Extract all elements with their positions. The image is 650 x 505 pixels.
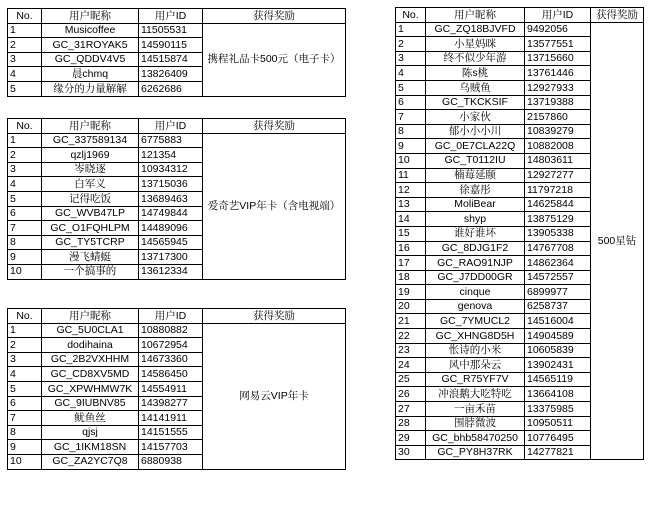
user-id: 10882008: [525, 139, 591, 154]
row-number: 8: [8, 425, 42, 440]
row-number: 9: [8, 250, 42, 265]
user-id: 14565119: [525, 372, 591, 387]
user-nickname: GC_TY5TCRP: [42, 235, 139, 250]
user-nickname: dodihaina: [42, 338, 139, 353]
header-user-id: 用户ID: [139, 119, 203, 134]
header-prize: 获得奖励: [203, 309, 346, 324]
table-row: [8, 323, 346, 338]
row-number: 5: [396, 80, 426, 95]
header-no: No.: [396, 8, 426, 23]
user-id: 14398277: [139, 396, 203, 411]
user-id: 14572557: [525, 270, 591, 285]
user-nickname: 小家伙: [426, 110, 525, 125]
row-number: 26: [396, 387, 426, 402]
row-number: 13: [396, 197, 426, 212]
user-id: 14904589: [525, 329, 591, 344]
row-number: 21: [396, 314, 426, 329]
user-id: 13664108: [525, 387, 591, 402]
user-id: 10880882: [139, 323, 203, 338]
user-id: 14862364: [525, 256, 591, 271]
row-number: 28: [396, 416, 426, 431]
header-no: No.: [8, 309, 42, 324]
user-nickname: GC_J7DD00GR: [426, 270, 525, 285]
user-nickname: GC_1IKM18SN: [42, 440, 139, 455]
prize-cell: 网易云VIP年卡: [203, 323, 346, 469]
header-nickname: 用户昵称: [42, 119, 139, 134]
row-number: 2: [8, 148, 42, 163]
user-nickname: 陈s桃: [426, 66, 525, 81]
row-number: 7: [8, 221, 42, 236]
user-id: 13715660: [525, 51, 591, 66]
prize-table-netease: [7, 308, 346, 470]
user-nickname: 乌贼鱼: [426, 80, 525, 95]
user-nickname: GC_T0112IU: [426, 153, 525, 168]
table-row: [8, 133, 346, 148]
user-nickname: genova: [426, 299, 525, 314]
header-nickname: 用户昵称: [42, 9, 139, 24]
prize-table-ctrip: [7, 8, 346, 97]
user-id: 14515874: [139, 52, 203, 67]
user-id: 12927933: [525, 80, 591, 95]
row-number: 15: [396, 226, 426, 241]
user-id: 14749844: [139, 206, 203, 221]
prize-table-iqiyi: [7, 118, 346, 280]
user-nickname: 冲浪鹅大吃特吃: [426, 387, 525, 402]
user-nickname: 怅诗的小米: [426, 343, 525, 358]
user-nickname: 风中那朵云: [426, 358, 525, 373]
user-nickname: GC_RAO91NJP: [426, 256, 525, 271]
row-number: 16: [396, 241, 426, 256]
row-number: 25: [396, 372, 426, 387]
row-number: 18: [396, 270, 426, 285]
prize-table-stars: [395, 7, 644, 460]
row-number: 1: [8, 323, 42, 338]
user-nickname: 一个搞事的: [42, 264, 139, 279]
user-nickname: GC_ZQ18BJVFD: [426, 22, 525, 37]
user-id: 10776495: [525, 431, 591, 446]
row-number: 2: [8, 38, 42, 53]
row-number: 3: [8, 162, 42, 177]
user-id: 14157703: [139, 440, 203, 455]
user-id: 9492056: [525, 22, 591, 37]
row-number: 30: [396, 445, 426, 460]
user-id: 14625844: [525, 197, 591, 212]
user-nickname: 岑晓逐: [42, 162, 139, 177]
user-id: 13375985: [525, 402, 591, 417]
user-nickname: 谁好谁坏: [426, 226, 525, 241]
user-id: 13612334: [139, 264, 203, 279]
user-nickname: GC_XPWHMW7K: [42, 381, 139, 396]
user-nickname: 晨chmq: [42, 67, 139, 82]
header-row: [8, 9, 346, 24]
table-row: [8, 23, 346, 38]
user-id: 6258737: [525, 299, 591, 314]
user-id: 6262686: [139, 81, 203, 96]
row-number: 17: [396, 256, 426, 271]
user-nickname: GC_9IUBNV85: [42, 396, 139, 411]
row-number: 8: [396, 124, 426, 139]
user-nickname: GC_0E7CLA22Q: [426, 139, 525, 154]
user-id: 14565945: [139, 235, 203, 250]
user-nickname: GC_337589134: [42, 133, 139, 148]
header-user-id: 用户ID: [139, 309, 203, 324]
row-number: 10: [8, 454, 42, 469]
user-nickname: GC_CD8XV5MD: [42, 367, 139, 382]
header-no: No.: [8, 9, 42, 24]
user-nickname: qzlj1969: [42, 148, 139, 163]
row-number: 10: [396, 153, 426, 168]
user-id: 14590115: [139, 38, 203, 53]
row-number: 1: [8, 133, 42, 148]
row-number: 8: [8, 235, 42, 250]
user-nickname: Musicoffee: [42, 23, 139, 38]
row-number: 5: [8, 381, 42, 396]
user-nickname: GC_PY8H37RK: [426, 445, 525, 460]
user-id: 13905338: [525, 226, 591, 241]
user-nickname: 楠莓延颐: [426, 168, 525, 183]
row-number: 9: [8, 440, 42, 455]
header-prize: 获得奖励: [203, 119, 346, 134]
row-number: 6: [8, 206, 42, 221]
header-user-id: 用户ID: [139, 9, 203, 24]
row-number: 14: [396, 212, 426, 227]
row-number: 1: [8, 23, 42, 38]
row-number: 1: [396, 22, 426, 37]
user-id: 6880938: [139, 454, 203, 469]
user-nickname: GC_bhb58470250: [426, 431, 525, 446]
user-nickname: 围脖微波: [426, 416, 525, 431]
row-number: 29: [396, 431, 426, 446]
user-nickname: GC_ZA2YC7Q8: [42, 454, 139, 469]
user-id: 13719388: [525, 95, 591, 110]
user-id: 13577551: [525, 37, 591, 52]
row-number: 3: [8, 352, 42, 367]
row-number: 20: [396, 299, 426, 314]
user-nickname: 徐嘉彤: [426, 183, 525, 198]
user-id: 14489096: [139, 221, 203, 236]
user-id: 14767708: [525, 241, 591, 256]
prize-cell: 携程礼品卡500元（电子卡）: [203, 23, 346, 96]
user-id: 14151555: [139, 425, 203, 440]
user-nickname: GC_WVB47LP: [42, 206, 139, 221]
row-number: 19: [396, 285, 426, 300]
row-number: 12: [396, 183, 426, 198]
user-nickname: 郁小小小川: [426, 124, 525, 139]
header-row: [396, 8, 644, 23]
row-number: 4: [8, 177, 42, 192]
user-id: 10934312: [139, 162, 203, 177]
header-nickname: 用户昵称: [42, 309, 139, 324]
user-id: 10605839: [525, 343, 591, 358]
user-nickname: 记得吃饭: [42, 191, 139, 206]
user-id: 14673360: [139, 352, 203, 367]
user-id: 13689463: [139, 191, 203, 206]
user-nickname: 白军义: [42, 177, 139, 192]
header-user-id: 用户ID: [525, 8, 591, 23]
row-number: 2: [396, 37, 426, 52]
user-id: 2157860: [525, 110, 591, 125]
user-id: 13717300: [139, 250, 203, 265]
user-nickname: shyp: [426, 212, 525, 227]
user-id: 121354: [139, 148, 203, 163]
user-nickname: GC_2B2VXHHM: [42, 352, 139, 367]
user-id: 14586450: [139, 367, 203, 382]
user-id: 12927277: [525, 168, 591, 183]
user-nickname: GC_TKCKSIF: [426, 95, 525, 110]
row-number: 24: [396, 358, 426, 373]
user-id: 13875129: [525, 212, 591, 227]
row-number: 27: [396, 402, 426, 417]
user-id: 14141911: [139, 411, 203, 426]
row-number: 6: [396, 95, 426, 110]
user-nickname: 漫飞蜻蜓: [42, 250, 139, 265]
header-prize: 获得奖励: [203, 9, 346, 24]
user-id: 10950511: [525, 416, 591, 431]
row-number: 4: [8, 67, 42, 82]
header-no: No.: [8, 119, 42, 134]
user-id: 14554911: [139, 381, 203, 396]
user-nickname: GC_5U0CLA1: [42, 323, 139, 338]
user-nickname: GC_O1FQHLPM: [42, 221, 139, 236]
user-nickname: 缘分的力量解解: [42, 81, 139, 96]
row-number: 3: [396, 51, 426, 66]
user-id: 13826409: [139, 67, 203, 82]
user-nickname: 小星妈咪: [426, 37, 525, 52]
row-number: 7: [8, 411, 42, 426]
row-number: 4: [396, 66, 426, 81]
user-id: 14803611: [525, 153, 591, 168]
user-id: 11797218: [525, 183, 591, 198]
row-number: 7: [396, 110, 426, 125]
user-id: 14516004: [525, 314, 591, 329]
user-nickname: GC_7YMUCL2: [426, 314, 525, 329]
user-nickname: GC_31ROYAK5: [42, 38, 139, 53]
user-nickname: GC_XHNG8D5H: [426, 329, 525, 344]
row-number: 6: [8, 396, 42, 411]
user-nickname: MoliBear: [426, 197, 525, 212]
user-nickname: qjsj: [42, 425, 139, 440]
user-nickname: GC_8DJG1F2: [426, 241, 525, 256]
header-row: [8, 309, 346, 324]
user-nickname: cinque: [426, 285, 525, 300]
row-number: 9: [396, 139, 426, 154]
header-prize: 获得奖励: [591, 8, 644, 23]
row-number: 10: [8, 264, 42, 279]
user-nickname: 鱿鱼丝: [42, 411, 139, 426]
row-number: 22: [396, 329, 426, 344]
user-id: 6775883: [139, 133, 203, 148]
row-number: 2: [8, 338, 42, 353]
user-nickname: 终不似少年游: [426, 51, 525, 66]
prize-cell: 500星钻: [591, 22, 644, 460]
user-id: 11505531: [139, 23, 203, 38]
user-id: 6899977: [525, 285, 591, 300]
row-number: 4: [8, 367, 42, 382]
user-nickname: 一亩禾苗: [426, 402, 525, 417]
user-id: 13902431: [525, 358, 591, 373]
row-number: 3: [8, 52, 42, 67]
user-id: 14277821: [525, 445, 591, 460]
row-number: 11: [396, 168, 426, 183]
user-nickname: GC_QDDV4V5: [42, 52, 139, 67]
user-id: 10672954: [139, 338, 203, 353]
user-id: 13761446: [525, 66, 591, 81]
user-id: 10839279: [525, 124, 591, 139]
user-id: 13715036: [139, 177, 203, 192]
prize-cell: 爱奇艺VIP年卡（含电视端）: [203, 133, 346, 279]
row-number: 5: [8, 191, 42, 206]
header-row: [8, 119, 346, 134]
table-row: [396, 22, 644, 37]
row-number: 23: [396, 343, 426, 358]
row-number: 5: [8, 81, 42, 96]
user-nickname: GC_R75YF7V: [426, 372, 525, 387]
header-nickname: 用户昵称: [426, 8, 525, 23]
